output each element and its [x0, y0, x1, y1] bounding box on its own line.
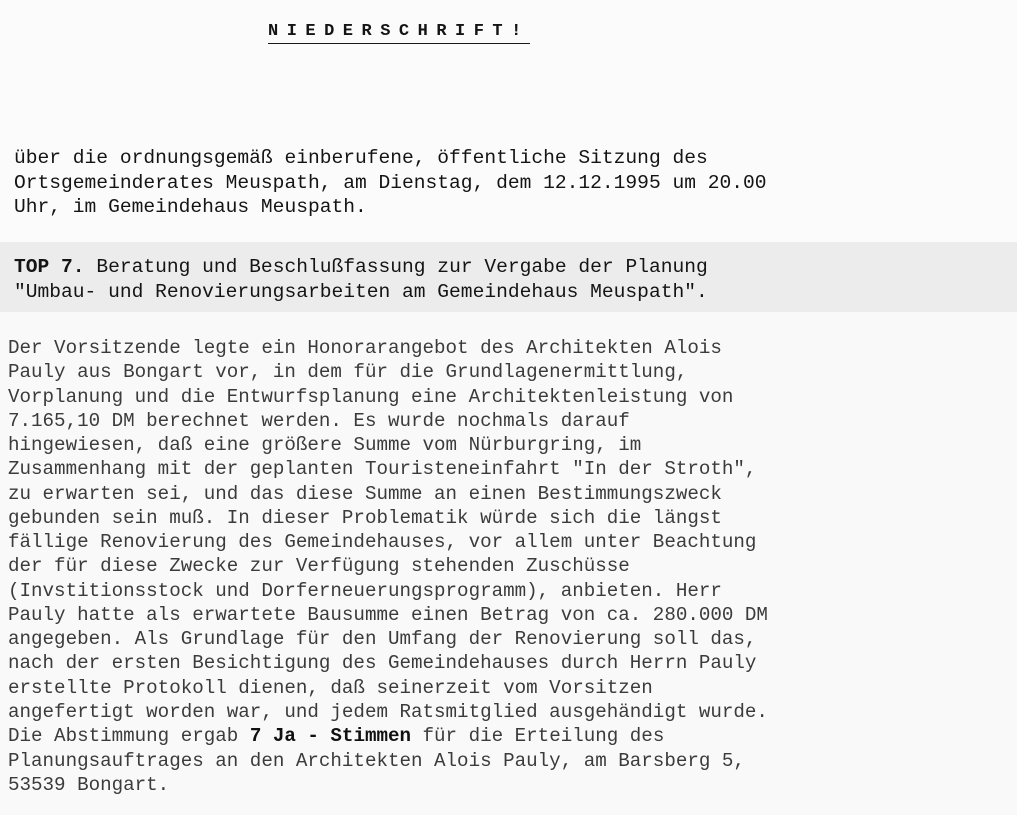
agenda-item-subject: "Umbau- und Renovierungsarbeiten am Gemeindehaus Meuspath".: [14, 281, 708, 303]
vote-line: [8, 724, 768, 748]
agenda-item-title: Beratung und Beschlußfassung zur Vergabe der Planung: [84, 256, 708, 278]
body-line: gebunden sein muß. In dieser Problematik würde sich die längst: [8, 506, 722, 529]
body-line: zu erwarten sei, und das diese Summe an einen Bestimmungszweck: [8, 482, 722, 505]
body-line: Pauly aus Bongart vor, in dem für die Grundlagenermittlung,: [8, 361, 688, 384]
vote-prefix: Die Abstimmung ergab: [8, 725, 250, 748]
body-line: der für diese Zwecke zur Verfügung stehenden Zuschüsse: [8, 555, 630, 578]
agenda-item: [14, 255, 708, 305]
body-line: Der Vorsitzende legte ein Honorarangebot des Architekten Alois: [8, 337, 722, 359]
minutes-body: [8, 336, 768, 797]
agenda-item-number: TOP 7.: [14, 256, 85, 278]
body-line: Zusammenhang mit der geplanten Touristeneinfahrt "In der Stroth",: [8, 458, 757, 481]
body-line: 7.165,10 DM berechnet werden. Es wurde nochmals darauf: [8, 409, 630, 432]
intro-line: über die ordnungsgemäß einberufene, öffentliche Sitzung des: [14, 147, 708, 169]
body-line: Planungsauftrages an den Architekten Alois Pauly, am Barsberg 5,: [8, 749, 745, 772]
intro-paragraph: [14, 146, 767, 220]
intro-line: Uhr, im Gemeindehaus Meuspath.: [14, 196, 367, 218]
body-line: (Invstitionsstock und Dorferneuerungsprogramm), anbieten. Herr: [8, 579, 722, 602]
body-line: nach der ersten Besichtigung des Gemeindehauses durch Herrn Pauly: [8, 652, 757, 675]
body-line: angegeben. Als Grundlage für den Umfang der Renovierung soll das,: [8, 628, 757, 651]
body-line: Vorplanung und die Entwurfsplanung eine Architektenleistung von: [8, 385, 734, 408]
intro-line: Ortsgemeinderates Meuspath, am Dienstag, dem 12.12.1995 um 20.00: [14, 171, 767, 194]
agenda-item-line: [14, 255, 708, 280]
body-line: 53539 Bongart.: [8, 773, 170, 796]
body-line: erstellte Protokoll dienen, daß seinerzeit vom Vorsitzen: [8, 676, 653, 699]
vote-result: 7 Ja - Stimmen: [249, 725, 412, 748]
vote-suffix: für die Erteilung des: [411, 725, 665, 748]
body-line: Pauly hatte als erwartete Bausumme einen Betrag von ca. 280.000 DM: [8, 603, 768, 626]
body-line: angefertigt worden war, und jedem Ratsmitglied ausgehändigt wurde.: [8, 700, 768, 723]
body-line: fällige Renovierung des Gemeindehauses, vor allem unter Beachtung: [8, 531, 757, 554]
body-line: hingewiesen, daß eine größere Summe vom Nürburgring, im: [8, 434, 642, 457]
document-title: NIEDERSCHRIFT!: [268, 22, 530, 44]
